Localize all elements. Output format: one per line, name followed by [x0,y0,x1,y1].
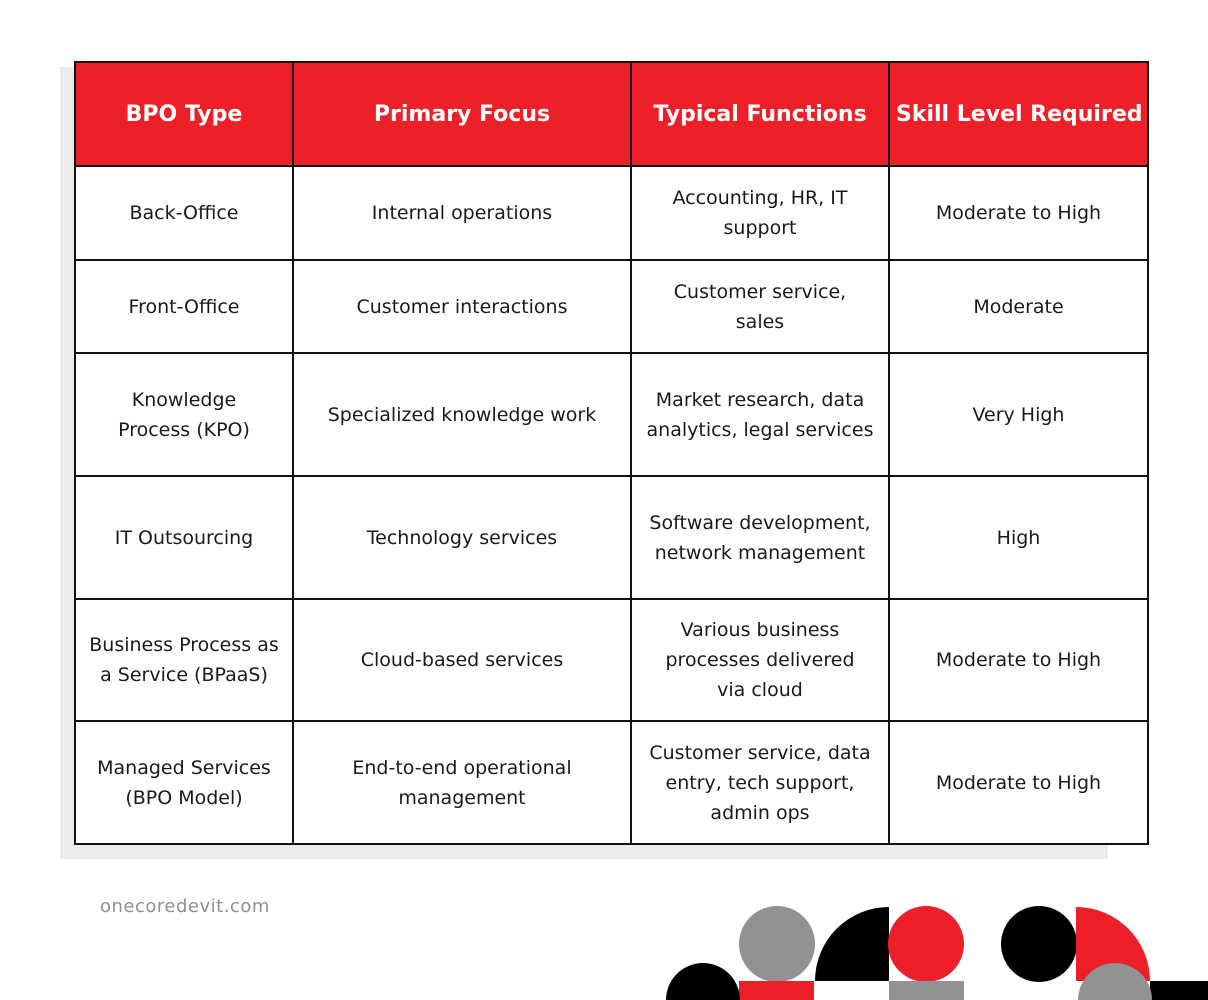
cell-skill-level: Moderate to High [889,721,1148,844]
header-primary-focus: Primary Focus [293,62,631,166]
header-bpo-type: BPO Type [75,62,293,166]
cell-primary-focus: End-to-end operational management [293,721,631,844]
black-circle-shape [1001,906,1077,982]
cell-bpo-type: IT Outsourcing [75,476,293,599]
footer-website-url: onecoredevit.com [100,896,270,917]
gray-circle-shape [739,906,815,982]
cell-typical-functions: Customer service, sales [631,260,889,353]
cell-typical-functions: Accounting, HR, IT support [631,166,889,260]
cell-primary-focus: Technology services [293,476,631,599]
cell-primary-focus: Internal operations [293,166,631,260]
cell-skill-level: High [889,476,1148,599]
cell-bpo-type: Managed Services (BPO Model) [75,721,293,844]
cell-skill-level: Very High [889,353,1148,476]
red-circle-shape [888,906,964,982]
header-typical-functions: Typical Functions [631,62,889,166]
cell-typical-functions: Software development, network management [631,476,889,599]
header-skill-level: Skill Level Required [889,62,1148,166]
cell-typical-functions: Customer service, data entry, tech support, admin ops [631,721,889,844]
gray-block-shape [889,981,964,1000]
cell-bpo-type: Business Process as a Service (BPaaS) [75,599,293,721]
red-block-shape [739,981,814,1000]
cell-primary-focus: Specialized knowledge work [293,353,631,476]
black-block-shape [1150,981,1208,1000]
black-quarter-circle-shape [815,907,889,981]
cell-typical-functions: Market research, data analytics, legal services [631,353,889,476]
cell-skill-level: Moderate [889,260,1148,353]
cell-typical-functions: Various business processes delivered via cloud [631,599,889,721]
cell-skill-level: Moderate to High [889,599,1148,721]
cell-skill-level: Moderate to High [889,166,1148,260]
cell-bpo-type: Knowledge Process (KPO) [75,353,293,476]
black-half-circle-shape [666,963,740,1000]
cell-primary-focus: Cloud-based services [293,599,631,721]
cell-bpo-type: Back-Office [75,166,293,260]
cell-bpo-type: Front-Office [75,260,293,353]
cell-primary-focus: Customer interactions [293,260,631,353]
